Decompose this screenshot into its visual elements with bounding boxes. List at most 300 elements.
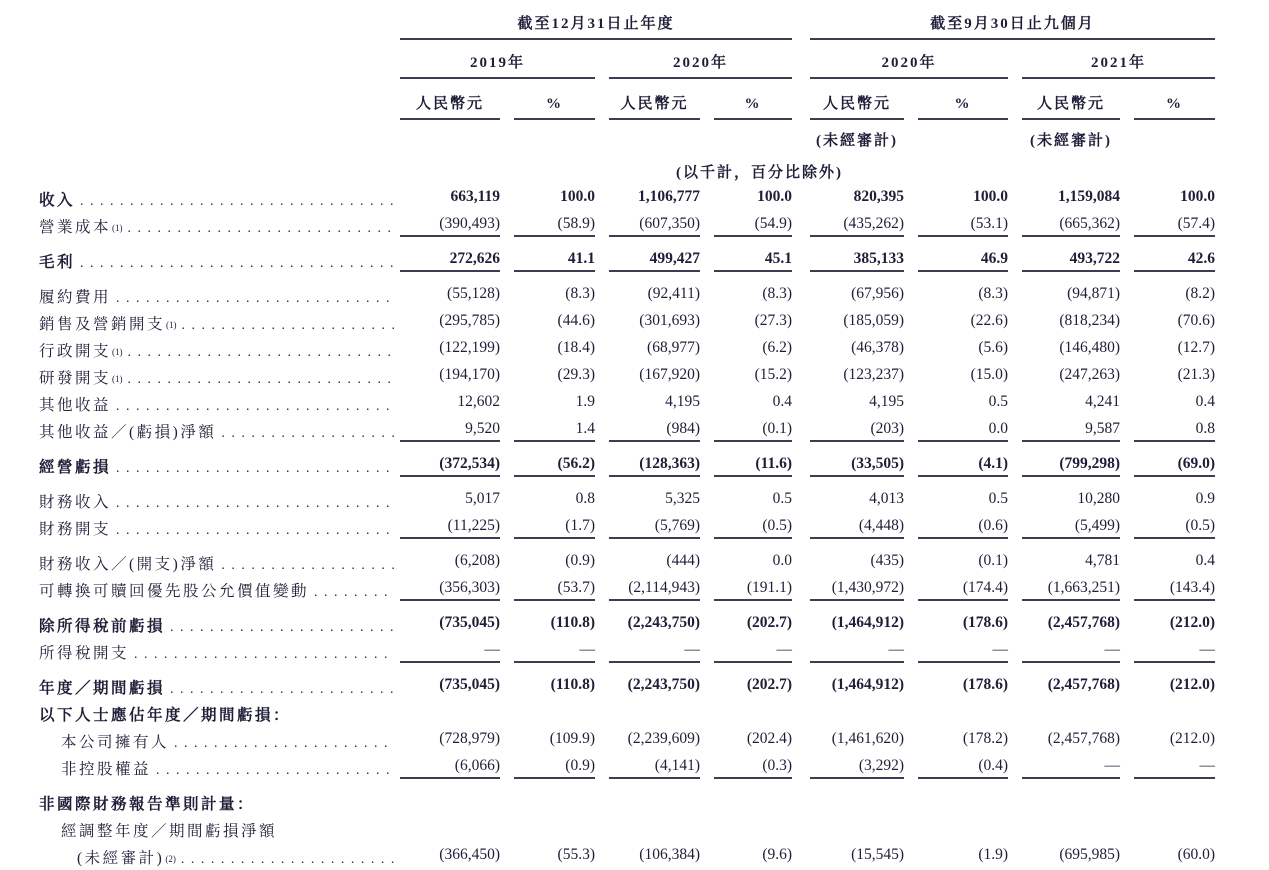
table-row [15, 727, 1215, 754]
footnote-ref: (1) [112, 347, 123, 357]
table-row [15, 541, 1215, 576]
value-cell [500, 603, 595, 638]
value [714, 820, 792, 841]
row-label-cell [15, 444, 400, 479]
value-cell [595, 665, 700, 700]
value: (1,461,620) [831, 730, 905, 747]
value-cell [700, 444, 792, 479]
table-row [15, 185, 1215, 212]
row-label-cell [15, 514, 400, 541]
value: — [810, 641, 904, 663]
value-cell [400, 638, 500, 665]
value-cell [400, 603, 500, 638]
row-label: 財務收入 [39, 494, 112, 511]
value [918, 704, 1008, 725]
empty-cell [500, 122, 595, 152]
row-label-cell [15, 309, 400, 336]
value: (194,170) [439, 366, 500, 383]
row-label: 以下人士應佔年度／期間虧損： [39, 707, 292, 724]
value: (735,045) [439, 614, 500, 631]
value-cell [500, 638, 595, 665]
value: 100.0 [757, 188, 793, 205]
value: 0.0 [772, 552, 793, 569]
value: (435) [870, 552, 905, 569]
value-cell [792, 816, 904, 843]
value: (68,977) [647, 339, 700, 356]
period-group-nine-months [792, 8, 1215, 42]
row-label-cell [15, 479, 400, 514]
year-header-row [15, 42, 1215, 81]
dot-leader [116, 521, 394, 539]
value-cell [1120, 363, 1215, 390]
value: 499,427 [609, 250, 700, 272]
row-label: 毛利 [39, 254, 76, 271]
value: (15.2) [754, 366, 793, 383]
value: (2,239,609) [627, 730, 700, 747]
value: (106,384) [639, 846, 700, 863]
percent-header: % [546, 96, 563, 112]
value-cell [1008, 665, 1120, 700]
value: 4,195 [869, 393, 905, 410]
amount-header: 人民幣元 [1037, 96, 1106, 112]
value [1022, 704, 1120, 725]
value [400, 704, 500, 725]
value-cell [700, 309, 792, 336]
value: (55.3) [557, 846, 595, 863]
value-cell [792, 479, 904, 514]
value: 4,013 [869, 490, 905, 507]
value-cell [700, 239, 792, 274]
units-note: (以千計，百分比除外) [676, 165, 844, 181]
value-cell [595, 363, 700, 390]
value: 0.9 [1195, 490, 1216, 507]
dot-leader [221, 424, 394, 442]
row-label: (未經審計) [77, 850, 165, 867]
period-group-annual [400, 8, 792, 42]
empty-cell [904, 122, 1008, 152]
year-label: 2020年 [673, 55, 729, 71]
footnote-ref: (1) [112, 374, 123, 384]
value-cell [500, 843, 595, 870]
footnote-ref: (1) [166, 320, 177, 330]
value-cell [1008, 239, 1120, 274]
value: 385,133 [810, 250, 904, 272]
row-label-cell [15, 576, 400, 603]
value: 1,106,777 [638, 188, 700, 205]
row-label: 銷售及營銷開支 [39, 316, 166, 333]
value-cell [595, 514, 700, 541]
value-cell [1120, 336, 1215, 363]
value-cell [1008, 185, 1120, 212]
value: (212.0) [1169, 730, 1216, 747]
value: (9.6) [762, 846, 793, 863]
value-cell [700, 603, 792, 638]
value: (22.6) [970, 312, 1009, 329]
dot-leader [116, 397, 394, 415]
dot-leader [170, 618, 394, 636]
period-group-annual-title: 截至12月31日止年度 [517, 16, 675, 32]
value: 4,781 [1085, 552, 1121, 569]
value-cell [904, 239, 1008, 274]
value: (8.3) [565, 285, 595, 302]
dot-leader [80, 254, 394, 272]
value: (67,956) [851, 285, 905, 302]
value-cell [904, 479, 1008, 514]
value-cell [1120, 212, 1215, 239]
value: (444) [666, 552, 700, 569]
value-cell [700, 514, 792, 541]
value-cell [904, 274, 1008, 309]
value: — [400, 641, 500, 663]
value: (0.5) [714, 517, 792, 539]
value: (2,457,768) [1047, 676, 1121, 693]
value: 5,017 [465, 490, 500, 507]
value-cell [1120, 727, 1215, 754]
value: (123,237) [843, 366, 905, 383]
table-row [15, 479, 1215, 514]
table-row [15, 754, 1215, 781]
row-label-cell [15, 336, 400, 363]
value: 1.9 [575, 393, 595, 410]
row-label: 非國際財務報告準則計量： [39, 796, 256, 813]
value: 0.5 [772, 490, 793, 507]
value-cell [1120, 417, 1215, 444]
value-cell [400, 274, 500, 309]
value-cell [700, 576, 792, 603]
value-cell [904, 603, 1008, 638]
period-group-nine-months-title: 截至9月30日止九個月 [930, 16, 1095, 32]
value: (5.6) [978, 339, 1009, 356]
value-cell [792, 417, 904, 444]
value-cell [1008, 514, 1120, 541]
row-label-cell [15, 665, 400, 700]
value: (607,350) [609, 215, 700, 237]
value-cell [700, 843, 792, 870]
value: 1.4 [514, 420, 595, 442]
dot-leader [182, 316, 394, 334]
row-label-cell [15, 843, 400, 870]
value-cell [1008, 541, 1120, 576]
value: 0.8 [1134, 420, 1215, 442]
value-cell [500, 239, 595, 274]
value-cell [904, 390, 1008, 417]
value-cell [500, 479, 595, 514]
value: (728,979) [439, 730, 500, 747]
value: (0.6) [918, 517, 1008, 539]
percent-header-cell [904, 81, 1008, 122]
value-cell [1120, 274, 1215, 309]
percent-header-cell [700, 81, 792, 122]
row-label: 財務開支 [39, 521, 112, 538]
row-label-cell [15, 700, 400, 727]
value-cell [792, 843, 904, 870]
value-cell [1120, 239, 1215, 274]
value-cell [500, 336, 595, 363]
row-label-cell [15, 541, 400, 576]
value-cell [792, 390, 904, 417]
value: (174.4) [918, 579, 1008, 601]
dot-leader [116, 459, 394, 477]
value-cell [400, 417, 500, 444]
value: (185,059) [843, 312, 905, 329]
value-cell [1120, 390, 1215, 417]
value-cell [1008, 390, 1120, 417]
unaudited-row [15, 122, 1215, 152]
amount-header: 人民幣元 [620, 96, 689, 112]
value: (18.4) [557, 339, 595, 356]
value-cell [400, 665, 500, 700]
table-row [15, 843, 1215, 870]
value-cell [1008, 336, 1120, 363]
value-cell [792, 363, 904, 390]
value-cell [700, 754, 792, 781]
value-cell [792, 603, 904, 638]
value: — [918, 641, 1008, 663]
value: (53.7) [514, 579, 595, 601]
value-cell [500, 665, 595, 700]
value-cell [1008, 444, 1120, 479]
value-cell [400, 363, 500, 390]
value-cell [904, 843, 1008, 870]
table-body [15, 185, 1215, 870]
value-cell [595, 212, 700, 239]
table-row [15, 274, 1215, 309]
year-label: 2020年 [881, 55, 937, 71]
value-cell [1008, 638, 1120, 665]
value [1134, 820, 1215, 841]
row-label-cell [15, 212, 400, 239]
value-cell [500, 390, 595, 417]
table-row [15, 417, 1215, 444]
year-header-2021-9m [1008, 42, 1215, 81]
value-cell [1008, 212, 1120, 239]
value-cell [400, 390, 500, 417]
year-header-2020 [595, 42, 792, 81]
amount-header-cell [595, 81, 700, 122]
value-cell [904, 754, 1008, 781]
table-row [15, 603, 1215, 638]
amount-header-cell [400, 81, 500, 122]
row-label-cell [15, 727, 400, 754]
value-cell [700, 816, 792, 843]
value-cell [792, 212, 904, 239]
value-cell [1120, 185, 1215, 212]
table-row [15, 336, 1215, 363]
dot-leader [128, 370, 394, 388]
row-label: 除所得稅前虧損 [39, 618, 166, 635]
value-cell [700, 212, 792, 239]
value-cell [400, 541, 500, 576]
unit-header-row [15, 81, 1215, 122]
value-cell [1120, 816, 1215, 843]
value-cell [1008, 417, 1120, 444]
value-cell [792, 309, 904, 336]
value: (202.7) [746, 614, 793, 631]
label-column-spacer [15, 81, 400, 122]
value-cell [595, 336, 700, 363]
row-label: 經營虧損 [39, 459, 112, 476]
value [1022, 820, 1120, 841]
value-cell [904, 665, 1008, 700]
row-label: 非控股權益 [61, 761, 152, 778]
value: (55,128) [447, 285, 500, 302]
value-cell [1120, 638, 1215, 665]
value-cell [792, 727, 904, 754]
value: (665,362) [1022, 215, 1120, 237]
value: (202.4) [746, 730, 793, 747]
value: 4,241 [1085, 393, 1121, 410]
percent-header-cell [500, 81, 595, 122]
value-cell [792, 239, 904, 274]
value: (46,378) [851, 339, 905, 356]
amount-header-cell [1008, 81, 1120, 122]
value-cell [595, 417, 700, 444]
value-cell [904, 576, 1008, 603]
value: 46.9 [918, 250, 1008, 272]
value: (92,411) [647, 285, 700, 302]
value: (146,480) [1059, 339, 1121, 356]
value: 4,195 [665, 393, 700, 410]
value [514, 820, 595, 841]
value-cell [1008, 843, 1120, 870]
value: (12.7) [1177, 339, 1216, 356]
value: 10,280 [1077, 490, 1121, 507]
value-cell [400, 816, 500, 843]
dot-leader [170, 680, 394, 698]
value-cell [792, 185, 904, 212]
value: (128,363) [609, 455, 700, 477]
empty-cell [400, 122, 500, 152]
value: (202.7) [746, 676, 793, 693]
value-cell [904, 417, 1008, 444]
table-row [15, 390, 1215, 417]
value-cell [1120, 309, 1215, 336]
value: (1,663,251) [1022, 579, 1120, 601]
value-cell [500, 754, 595, 781]
value-cell [700, 185, 792, 212]
value: (110.8) [550, 614, 595, 631]
value-cell [595, 390, 700, 417]
label-column-header-empty [15, 8, 400, 42]
dot-leader [80, 192, 394, 210]
value-cell [1008, 700, 1120, 727]
value-cell [595, 479, 700, 514]
row-label: 年度／期間虧損 [39, 680, 166, 697]
value-cell [700, 638, 792, 665]
value-cell [500, 185, 595, 212]
row-label-cell [15, 816, 400, 843]
value: — [714, 641, 792, 663]
value-cell [500, 700, 595, 727]
value: (356,303) [400, 579, 500, 601]
value: (109.9) [549, 730, 595, 747]
value: (1,464,912) [831, 676, 905, 693]
label-column-spacer [15, 122, 400, 152]
row-label: 收入 [39, 192, 76, 209]
row-label: 其他收益 [39, 397, 112, 414]
value: (178.6) [962, 676, 1009, 693]
dot-leader [116, 289, 394, 307]
dot-leader [134, 645, 394, 663]
value: (1,430,972) [810, 579, 904, 601]
value: (212.0) [1169, 676, 1216, 693]
value: (0.5) [1134, 517, 1215, 539]
row-label: 所得稅開支 [39, 645, 130, 662]
dot-leader [314, 583, 394, 601]
value-cell [792, 576, 904, 603]
value: (27.3) [754, 312, 793, 329]
year-label: 2019年 [469, 55, 525, 71]
value-cell [400, 185, 500, 212]
value-cell [1008, 603, 1120, 638]
value: (301,693) [639, 312, 700, 329]
row-label-cell [15, 603, 400, 638]
value: (3,292) [810, 757, 904, 779]
value-cell [792, 754, 904, 781]
value-cell [595, 576, 700, 603]
value-cell [1008, 274, 1120, 309]
value: (60.0) [1177, 846, 1216, 863]
value: (58.9) [514, 215, 595, 237]
value [918, 820, 1008, 841]
value: — [514, 641, 595, 663]
value: 9,520 [400, 420, 500, 442]
value: (110.8) [550, 676, 595, 693]
value-cell [904, 700, 1008, 727]
value: (0.9) [514, 757, 595, 779]
table-row [15, 444, 1215, 479]
value: (29.3) [557, 366, 595, 383]
value-cell [792, 665, 904, 700]
value: 493,722 [1022, 250, 1120, 272]
dot-leader [116, 494, 394, 512]
value: (8.3) [762, 285, 793, 302]
value: 0.4 [772, 393, 793, 410]
value-cell [904, 541, 1008, 576]
percent-header-cell [1120, 81, 1215, 122]
value: 0.4 [1195, 552, 1216, 569]
table-row [15, 309, 1215, 336]
value: (799,298) [1022, 455, 1120, 477]
value-cell [595, 638, 700, 665]
table-header [15, 8, 1215, 185]
year-header-2020-9m [792, 42, 1008, 81]
value: (1.9) [978, 846, 1009, 863]
percent-header: % [1166, 96, 1184, 112]
dot-leader [128, 219, 394, 237]
value: (21.3) [1177, 366, 1216, 383]
dot-leader [156, 761, 394, 779]
value-cell [400, 700, 500, 727]
row-label: 其他收益／(虧損)淨額 [39, 424, 217, 441]
units-note-row [15, 152, 1215, 185]
value-cell [595, 754, 700, 781]
value-cell [700, 390, 792, 417]
value: 12,602 [457, 393, 500, 410]
value: (11,225) [400, 517, 500, 539]
value-cell [1120, 514, 1215, 541]
value: (33,505) [810, 455, 904, 477]
value-cell [792, 541, 904, 576]
value-cell [595, 444, 700, 479]
value [1134, 704, 1215, 725]
value: (695,985) [1059, 846, 1121, 863]
value-cell [904, 309, 1008, 336]
value-cell [1120, 754, 1215, 781]
value: 0.4 [1195, 393, 1216, 410]
value: 272,626 [400, 250, 500, 272]
value: (818,234) [1059, 312, 1121, 329]
